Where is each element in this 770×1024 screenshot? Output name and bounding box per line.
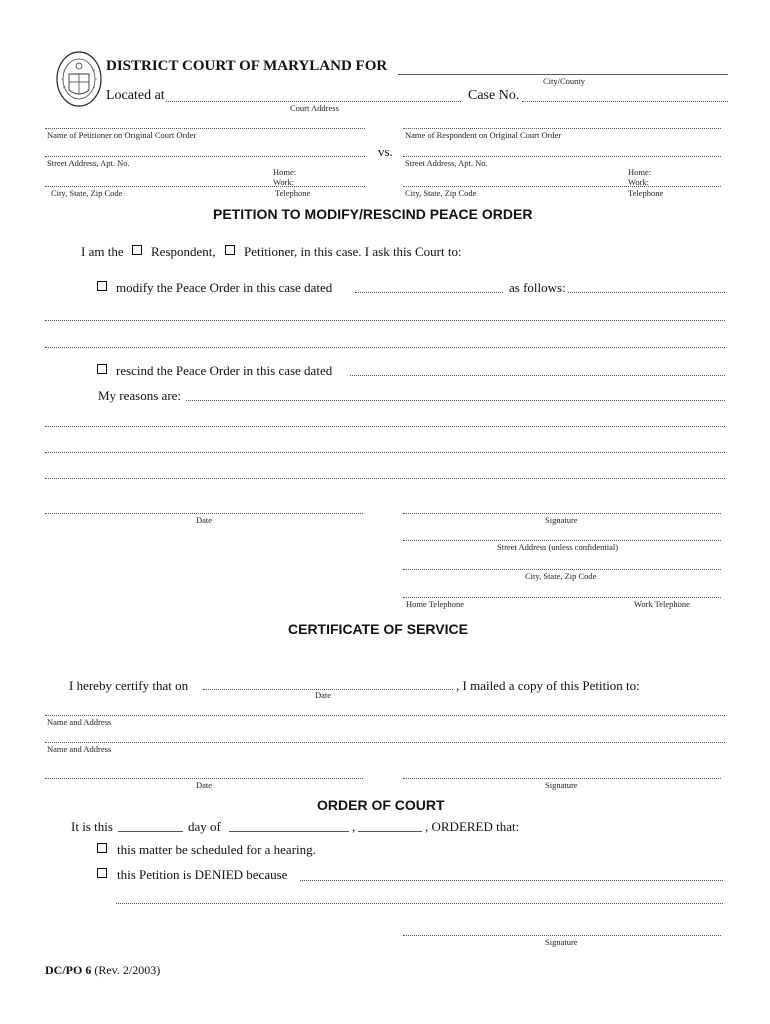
hearing-checkbox[interactable]	[97, 843, 107, 853]
reasons-label: My reasons are:	[98, 388, 182, 403]
petitioner-label: Petitioner, in this case. I ask this Court to:	[244, 244, 462, 259]
respondent-street-caption: Street Address, Apt. No.	[405, 158, 488, 168]
it-is-this-label: It is this	[71, 819, 113, 834]
name-address-caption-1: Name and Address	[47, 717, 112, 727]
petitioner-street-caption: Street Address, Apt. No.	[47, 158, 130, 168]
order-day-line[interactable]	[118, 831, 183, 832]
petitioner-work-label: Work:	[273, 177, 295, 187]
name-address-line-2[interactable]	[45, 742, 725, 743]
order-comma: ,	[352, 819, 356, 834]
rescind-label: rescind the Peace Order in this case dated	[116, 363, 333, 378]
certificate-signature-caption: Signature	[545, 780, 578, 790]
court-title: DISTRICT COURT OF MARYLAND FOR	[106, 58, 388, 74]
respondent-checkbox[interactable]	[132, 245, 142, 255]
respondent-name-line[interactable]	[403, 128, 721, 129]
petitioner-home-label: Home:	[273, 167, 297, 177]
reasons-line-4[interactable]	[45, 478, 725, 479]
order-month-line[interactable]	[229, 831, 349, 832]
respondent-telephone-caption: Telephone	[628, 188, 664, 198]
respondent-city-caption: City, State, Zip Code	[405, 188, 477, 198]
form-number: DC/PO 6	[45, 963, 92, 977]
modify-label: modify the Peace Order in this case dated	[116, 280, 333, 295]
order-title: ORDER OF COURT	[317, 797, 445, 813]
name-address-caption-2: Name and Address	[47, 744, 112, 754]
as-follows-line[interactable]	[568, 292, 725, 293]
petition-date-line[interactable]	[45, 513, 363, 514]
petitioner-checkbox[interactable]	[225, 245, 235, 255]
order-year-line[interactable]	[358, 831, 422, 832]
respondent-work-label: Work:	[628, 177, 650, 187]
rescind-date-line[interactable]	[350, 375, 725, 376]
court-address-caption: Court Address	[290, 103, 339, 113]
petition-signature-line[interactable]	[403, 513, 721, 514]
reasons-line-1[interactable]	[186, 400, 725, 401]
i-am-the-label: I am the	[81, 244, 124, 259]
modify-date-line[interactable]	[355, 292, 503, 293]
mailed-label: , I mailed a copy of this Petition to:	[456, 678, 640, 693]
city-county-caption: City/County	[543, 76, 586, 86]
petitioner-name-line[interactable]	[45, 128, 365, 129]
respondent-street-line[interactable]	[403, 156, 721, 157]
petitioner-city-caption: City, State, Zip Code	[51, 188, 123, 198]
respondent-home-label: Home:	[628, 167, 652, 177]
modify-details-line-1[interactable]	[45, 320, 725, 321]
form-id	[45, 963, 160, 978]
home-telephone-caption: Home Telephone	[406, 599, 465, 609]
court-address-line[interactable]	[166, 101, 461, 102]
denied-checkbox[interactable]	[97, 868, 107, 878]
reasons-line-3[interactable]	[45, 452, 725, 453]
petitioner-city-line[interactable]	[45, 186, 365, 187]
respondent-name-caption: Name of Respondent on Original Court Order	[405, 130, 562, 140]
certificate-date-caption: Date	[196, 780, 213, 790]
modify-details-line-2[interactable]	[45, 347, 725, 348]
judge-signature-caption: Signature	[545, 937, 578, 947]
denied-label: this Petition is DENIED because	[117, 867, 288, 882]
signer-telephone-line[interactable]	[403, 597, 721, 598]
ordered-label: , ORDERED that:	[425, 819, 520, 834]
form-revision: (Rev. 2/2003)	[94, 963, 161, 977]
petitioner-telephone-caption: Telephone	[275, 188, 311, 198]
certificate-signature-line[interactable]	[403, 778, 721, 779]
petition-signature-caption: Signature	[545, 515, 578, 525]
vs-label: vs.	[378, 144, 393, 159]
case-no-line[interactable]	[522, 101, 728, 102]
respondent-label: Respondent,	[151, 244, 216, 259]
denied-reason-line-2[interactable]	[116, 903, 723, 904]
certify-date-caption: Date	[315, 690, 332, 700]
case-no-label: Case No.	[468, 88, 520, 103]
signer-street-line[interactable]	[403, 540, 721, 541]
modify-checkbox[interactable]	[97, 281, 107, 291]
petitioner-name-caption: Name of Petitioner on Original Court Order	[47, 130, 197, 140]
certificate-date-line[interactable]	[45, 778, 363, 779]
respondent-city-line[interactable]	[403, 186, 721, 187]
signer-street-caption: Street Address (unless confidential)	[497, 542, 619, 552]
certify-label: I hereby certify that on	[69, 678, 189, 693]
petition-date-caption: Date	[196, 515, 213, 525]
name-address-line-1[interactable]	[45, 715, 725, 716]
court-seal-icon	[55, 50, 103, 108]
petitioner-street-line[interactable]	[45, 156, 365, 157]
located-at-label: Located at	[106, 88, 165, 103]
hearing-label: this matter be scheduled for a hearing.	[117, 842, 316, 857]
certificate-title: CERTIFICATE OF SERVICE	[288, 621, 468, 637]
work-telephone-caption: Work Telephone	[634, 599, 690, 609]
as-follows-label: as follows:	[509, 280, 566, 295]
signer-city-line[interactable]	[403, 569, 721, 570]
signer-city-caption: City, State, Zip Code	[525, 571, 597, 581]
reasons-line-2[interactable]	[45, 426, 725, 427]
day-of-label: day of	[188, 819, 221, 834]
denied-reason-line-1[interactable]	[300, 880, 723, 881]
city-county-line[interactable]	[398, 74, 728, 75]
judge-signature-line[interactable]	[403, 935, 721, 936]
rescind-checkbox[interactable]	[97, 364, 107, 374]
petition-title: PETITION TO MODIFY/RESCIND PEACE ORDER	[213, 206, 533, 222]
